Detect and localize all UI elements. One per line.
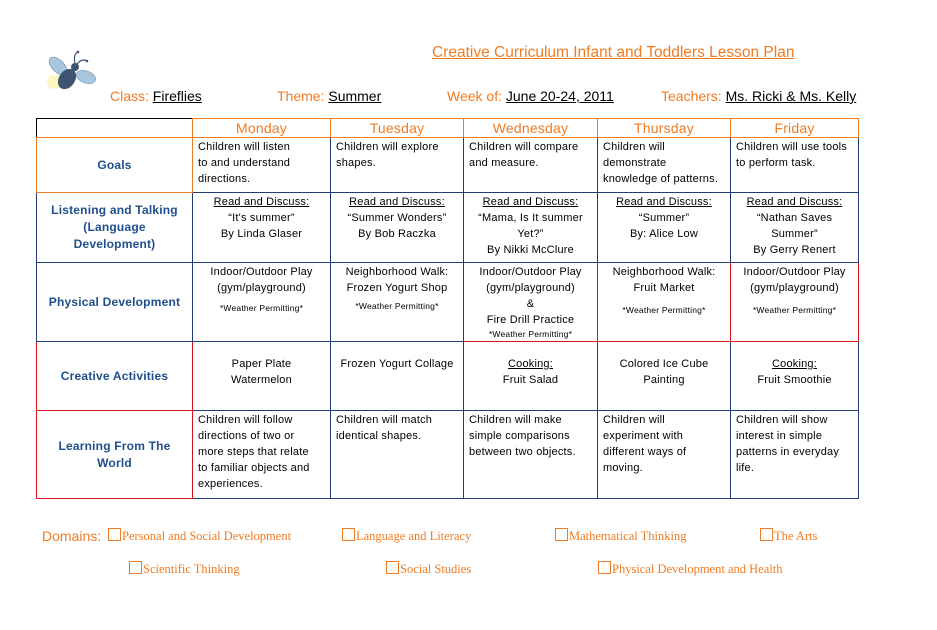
domain-checkbox-mathematical-thinking[interactable]	[555, 528, 686, 544]
checkbox-icon[interactable]	[129, 561, 142, 574]
cell-line: Indoor/Outdoor Play	[743, 266, 846, 278]
week-field	[447, 88, 614, 104]
cell-line: (gym/playground)	[486, 282, 575, 294]
day-header-tuesday: Tuesday	[331, 119, 464, 138]
cell-line: By: Alice Low	[629, 228, 699, 240]
firefly-icon	[42, 44, 98, 94]
cell-line: Children will follow	[198, 414, 293, 426]
cell-listening-tuesday	[331, 193, 464, 263]
checkbox-icon[interactable]	[760, 528, 773, 541]
table-row-goals	[37, 138, 859, 193]
domains-label: Domains:	[42, 528, 102, 544]
cell-creative-friday	[731, 342, 859, 411]
cell-heading: Read and Discuss:	[482, 196, 579, 208]
page-title: Creative Curriculum Infant and Toddlers Lesson Plan	[432, 44, 795, 61]
table-row-physical	[37, 263, 859, 342]
cell-line: knowledge of patterns.	[603, 173, 719, 185]
cell-creative-thursday	[598, 342, 731, 411]
cell-line: directions of two or	[198, 430, 295, 442]
day-header-row	[37, 119, 859, 138]
day-header-thursday: Thursday	[598, 119, 731, 138]
week-value: June 20-24, 2011	[505, 88, 614, 104]
weather-note: *Weather Permitting*	[488, 329, 573, 339]
cell-goals-tuesday	[331, 138, 464, 193]
corner-cell	[37, 119, 193, 138]
cell-line: “Mama, Is It summer	[478, 212, 583, 224]
cell-line: Children will compare	[469, 141, 579, 153]
cell-learning-monday	[193, 411, 331, 499]
row-label-learning: Learning From The World	[37, 411, 193, 499]
cell-line: shapes.	[336, 157, 376, 169]
cell-line: By Gerry Renert	[753, 244, 836, 256]
cell-line: directions.	[198, 173, 251, 185]
cell-line: to familiar objects and	[198, 462, 310, 474]
cell-line: Children will make	[469, 414, 562, 426]
cell-line: Fire Drill Practice	[486, 314, 575, 326]
row-label-goals: Goals	[37, 138, 193, 193]
cell-listening-thursday	[598, 193, 731, 263]
cell-learning-thursday	[598, 411, 731, 499]
cell-line: different ways of	[603, 446, 687, 458]
cell-heading: Cooking:	[507, 358, 553, 370]
cell-line: between two objects.	[469, 446, 576, 458]
domain-checkbox-social-studies[interactable]	[386, 561, 471, 577]
day-header-friday: Friday	[731, 119, 859, 138]
day-header-monday: Monday	[193, 119, 331, 138]
teachers-value: Ms. Ricki & Ms. Kelly	[725, 88, 857, 104]
cell-line: By Nikki McClure	[487, 244, 574, 256]
week-label: Week of:	[447, 88, 502, 104]
cell-line: Watermelon	[231, 374, 292, 386]
cell-line: Children will listen	[198, 141, 291, 153]
cell-line: Children will	[603, 141, 665, 153]
row-label-creative: Creative Activities	[37, 342, 193, 411]
cell-heading: Read and Discuss:	[616, 196, 712, 208]
row-label-physical: Physical Development	[37, 263, 193, 342]
cell-line: Colored Ice Cube	[619, 358, 709, 370]
cell-listening-wednesday	[464, 193, 598, 263]
cell-line: experiences.	[198, 478, 263, 490]
cell-listening-friday	[731, 193, 859, 263]
cell-line: Children will match	[336, 414, 433, 426]
domain-checkbox-the-arts[interactable]	[760, 528, 817, 544]
cell-creative-wednesday	[464, 342, 598, 411]
cell-goals-wednesday	[464, 138, 598, 193]
cell-listening-monday	[193, 193, 331, 263]
domain-label: The Arts	[774, 529, 818, 543]
cell-heading: Cooking:	[771, 358, 817, 370]
cell-line: “Summer Wonders”	[347, 212, 447, 224]
cell-line: (gym/playground)	[217, 282, 306, 294]
cell-line: Frozen Yogurt Collage	[340, 358, 454, 370]
cell-line: simple comparisons	[469, 430, 570, 442]
class-label: Class:	[110, 88, 149, 104]
cell-learning-wednesday	[464, 411, 598, 499]
cell-line: patterns in everyday	[736, 446, 840, 458]
cell-physical-tuesday	[331, 263, 464, 342]
cell-line: &	[526, 298, 535, 310]
domain-checkbox-scientific-thinking[interactable]	[129, 561, 240, 577]
class-field	[110, 88, 202, 104]
cell-heading: Read and Discuss:	[349, 196, 445, 208]
cell-line: Neighborhood Walk:	[612, 266, 716, 278]
class-value: Fireflies	[152, 88, 202, 104]
cell-line: Summer”	[771, 228, 818, 240]
cell-line: experiment with	[603, 430, 684, 442]
cell-line: demonstrate	[603, 157, 667, 169]
cell-line: By Bob Raczka	[358, 228, 436, 240]
cell-line: “It's summer”	[228, 212, 295, 224]
cell-creative-tuesday	[331, 342, 464, 411]
cell-creative-monday	[193, 342, 331, 411]
checkbox-icon[interactable]	[342, 528, 355, 541]
theme-label: Theme:	[277, 88, 325, 104]
cell-line: Fruit Smoothie	[757, 374, 832, 386]
domain-checkbox-personal-social[interactable]	[108, 528, 291, 544]
cell-learning-tuesday	[331, 411, 464, 499]
table-row-learning	[37, 411, 859, 499]
table-row-listening	[37, 193, 859, 263]
cell-line: (gym/playground)	[750, 282, 839, 294]
cell-line: to and understand	[198, 157, 291, 169]
cell-line: interest in simple	[736, 430, 823, 442]
cell-goals-friday	[731, 138, 859, 193]
weather-note: *Weather Permitting*	[752, 305, 837, 315]
weather-note: *Weather Permitting*	[622, 305, 706, 315]
domain-label: Language and Literacy	[356, 529, 472, 543]
row-label-listening: Listening and Talking (Language Development)	[37, 193, 193, 263]
lesson-plan-table	[36, 118, 859, 499]
cell-line: “Summer”	[638, 212, 690, 224]
checkbox-icon[interactable]	[108, 528, 121, 541]
cell-physical-wednesday	[464, 263, 598, 342]
cell-line: Neighborhood Walk:	[345, 266, 449, 278]
checkbox-icon[interactable]	[386, 561, 399, 574]
cell-line: By Linda Glaser	[220, 228, 303, 240]
cell-line: life.	[736, 462, 755, 474]
domain-label: Mathematical Thinking	[569, 529, 687, 543]
domain-label: Social Studies	[400, 562, 472, 576]
cell-line: “Nathan Saves	[756, 212, 833, 224]
cell-line: Fruit Salad	[502, 374, 559, 386]
cell-line: identical shapes.	[336, 430, 422, 442]
cell-goals-thursday	[598, 138, 731, 193]
teachers-field	[661, 88, 856, 104]
domain-label: Scientific Thinking	[143, 562, 240, 576]
cell-heading: Read and Discuss:	[213, 196, 310, 208]
domain-label: Physical Development and Health	[612, 562, 783, 576]
cell-physical-thursday	[598, 263, 731, 342]
cell-physical-monday	[193, 263, 331, 342]
cell-line: more steps that relate	[198, 446, 309, 458]
cell-goals-monday	[193, 138, 331, 193]
cell-line: and measure.	[469, 157, 539, 169]
cell-heading: Read and Discuss:	[746, 196, 843, 208]
cell-physical-friday	[731, 263, 859, 342]
cell-line: Children will	[603, 414, 665, 426]
cell-line: Frozen Yogurt Shop	[346, 282, 448, 294]
day-header-wednesday: Wednesday	[464, 119, 598, 138]
cell-learning-friday	[731, 411, 859, 499]
cell-line: Indoor/Outdoor Play	[210, 266, 313, 278]
cell-line: Yet?”	[517, 228, 544, 240]
weather-note: *Weather Permitting*	[355, 301, 439, 311]
teachers-label: Teachers:	[661, 88, 722, 104]
theme-value: Summer	[328, 88, 382, 104]
domain-checkbox-physical-health[interactable]	[598, 561, 782, 577]
cell-line: to perform task.	[736, 157, 816, 169]
checkbox-icon[interactable]	[555, 528, 568, 541]
domain-label: Personal and Social Development	[122, 529, 292, 543]
cell-line: Children will explore	[336, 141, 439, 153]
cell-line: Paper Plate	[231, 358, 292, 370]
cell-line: Children will show	[736, 414, 828, 426]
table-row-creative	[37, 342, 859, 411]
cell-line: Indoor/Outdoor Play	[479, 266, 582, 278]
cell-line: Fruit Market	[633, 282, 695, 294]
theme-field	[277, 88, 381, 104]
cell-line: Children will use tools	[736, 141, 847, 153]
cell-line: moving.	[603, 462, 643, 474]
cell-line: Painting	[643, 374, 685, 386]
domain-checkbox-language-literacy[interactable]	[342, 528, 471, 544]
checkbox-icon[interactable]	[598, 561, 611, 574]
weather-note: *Weather Permitting*	[219, 303, 304, 313]
